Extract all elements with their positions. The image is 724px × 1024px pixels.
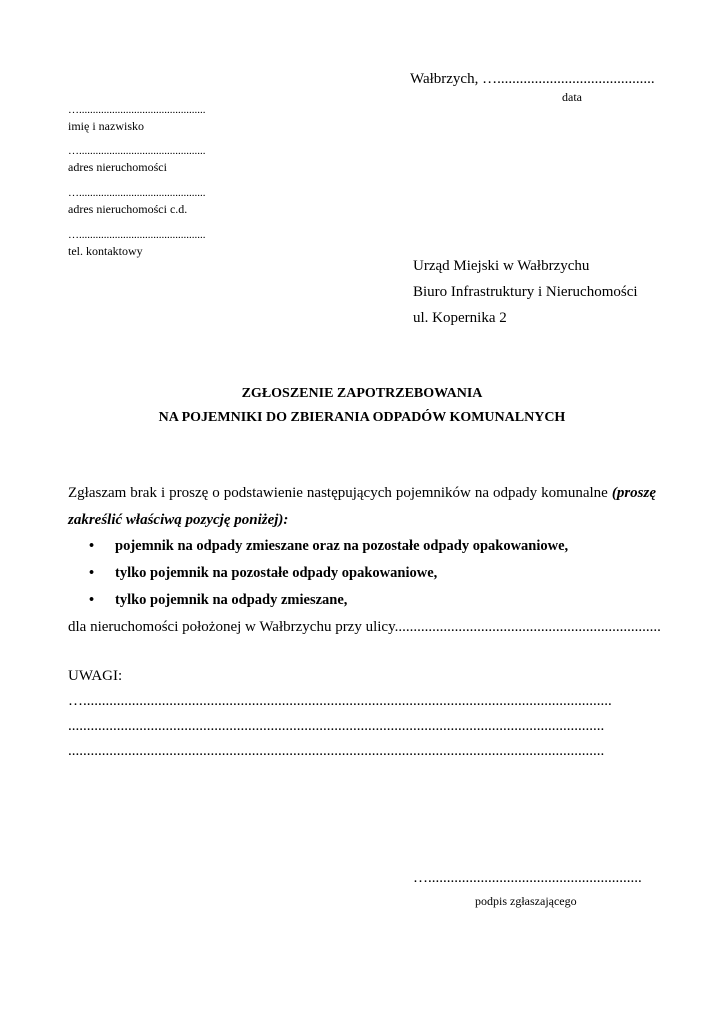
bullet-icon: • — [89, 565, 95, 581]
recipient-street: ul. Kopernika 2 — [413, 310, 507, 326]
signature-dots: …......................................................... — [413, 870, 642, 886]
phone-label: tel. kontaktowy — [68, 244, 143, 258]
option-mixed-and-packaging: pojemnik na odpady zmieszane oraz na pozostałe odpady opakowaniowe, — [115, 538, 569, 554]
option-item — [89, 591, 347, 609]
document-title-line2: NA POJEMNIKI DO ZBIERANIA ODPADÓW KOMUNALNYCH — [158, 410, 566, 425]
option-packaging-only: tylko pojemnik na pozostałe odpady opakowaniowe, — [115, 565, 438, 581]
street-line: dla nieruchomości położonej w Wałbrzychu przy ulicy....................................................................... — [68, 619, 661, 635]
remarks-label: UWAGI: — [68, 668, 123, 684]
place-date-line: Wałbrzych, ….......................................... — [410, 71, 655, 87]
name-label: imię i nazwisko — [68, 119, 144, 133]
option-item — [89, 537, 568, 555]
name-dots: ….............................................. — [68, 104, 206, 116]
intro-emphasis-start: (proszę — [611, 485, 656, 501]
option-mixed-only: tylko pojemnik na odpady zmieszane, — [115, 592, 348, 608]
intro-emphasis-end: zakreślić właściwą pozycję poniżej): — [68, 512, 289, 528]
signature-label: podpis zgłaszającego — [475, 894, 577, 908]
date-label: data — [562, 90, 582, 104]
bullet-icon: • — [89, 592, 95, 608]
address-cont-dots: ….............................................. — [68, 187, 206, 199]
intro-paragraph-line1 — [68, 484, 656, 502]
intro-text: Zgłaszam brak i proszę o podstawienie następujących pojemników na odpady komunalne — [68, 485, 608, 501]
address-dots: ….............................................. — [68, 145, 206, 157]
recipient-office: Urząd Miejski w Wałbrzychu — [413, 258, 590, 274]
address-label: adres nieruchomości — [68, 160, 167, 174]
phone-dots: ….............................................. — [68, 229, 206, 241]
document-title-line1: ZGŁOSZENIE ZAPOTRZEBOWANIA — [241, 386, 483, 401]
remarks-line-3: ............................................................................................................................................... — [68, 743, 605, 759]
remarks-line-1: …............................................................................................................................................. — [68, 693, 612, 709]
option-item — [89, 564, 437, 582]
remarks-line-2: ............................................................................................................................................... — [68, 718, 605, 734]
recipient-department: Biuro Infrastruktury i Nieruchomości — [413, 284, 638, 300]
address-cont-label: adres nieruchomości c.d. — [68, 202, 188, 216]
bullet-icon: • — [89, 538, 95, 554]
